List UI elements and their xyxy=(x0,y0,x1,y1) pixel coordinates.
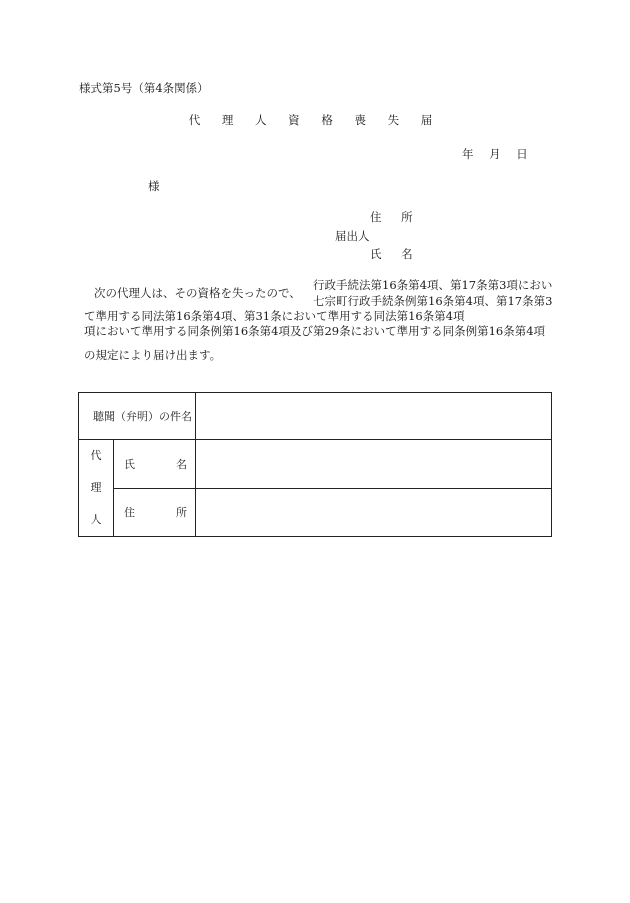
document-title: 代 理 人 資 格 喪 失 届 xyxy=(188,113,442,127)
subject-label: 聴聞（弁明）の件名 xyxy=(79,393,196,440)
agent-name-field[interactable] xyxy=(196,440,552,489)
body-text-line: 項において準用する同条例第16条第4項及び第29条において準用する同条例第16条第4項 xyxy=(84,324,546,338)
body-lead-text: 次の代理人は、その資格を失ったので、 xyxy=(94,286,301,300)
address-label-char: 住 xyxy=(124,506,135,520)
notifier-name-label: 氏 名 xyxy=(370,247,421,261)
agent-address-label xyxy=(114,488,196,537)
notifier-label: 届出人 xyxy=(335,229,370,243)
subject-value-field[interactable] xyxy=(196,393,552,440)
agent-name-label xyxy=(114,440,196,489)
agent-label-cell xyxy=(79,440,114,537)
agent-label-char: 代 xyxy=(90,449,102,462)
name-label-char: 氏 xyxy=(124,457,135,471)
agent-address-field[interactable] xyxy=(196,488,552,537)
agent-info-table xyxy=(78,392,552,537)
notifier-address-label: 住 所 xyxy=(370,210,421,224)
body-text-line: て準用する同法第16条第4項、第31条において準用する同法第16条第4項 xyxy=(84,309,465,323)
body-law-option-1: 行政手続法第16条第4項、第17条第3項におい xyxy=(313,278,553,292)
form-number: 様式第5号（第4条関係） xyxy=(79,81,209,95)
body-law-option-2: 七宗町行政手続条例第16条第4項、第17条第3 xyxy=(313,294,553,308)
date-line: 年 月 日 xyxy=(462,147,528,161)
address-label-char: 所 xyxy=(176,506,187,520)
agent-label-char: 人 xyxy=(90,513,102,526)
agent-label-char: 理 xyxy=(90,481,102,494)
addressee-suffix: 様 xyxy=(148,179,160,193)
name-label-char: 名 xyxy=(176,457,187,471)
body-text-line: の規定により届け出ます。 xyxy=(84,348,222,362)
